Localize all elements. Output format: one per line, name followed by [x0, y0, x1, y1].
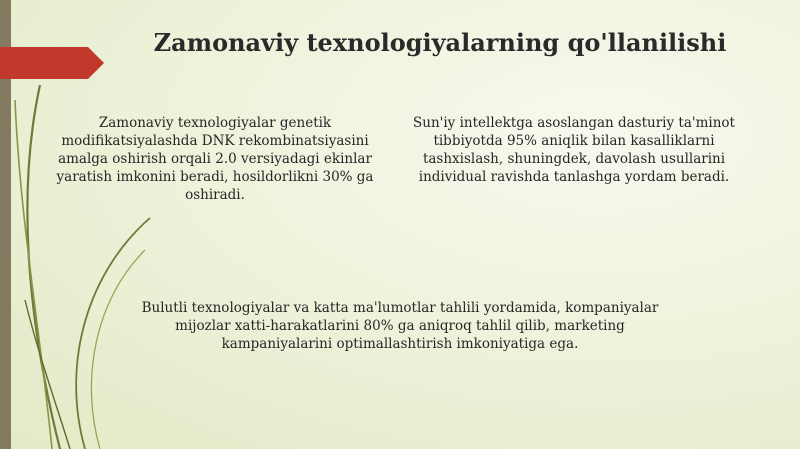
- paragraph-genetics: Zamonaviy texnologiyalar genetik modifikatsiyalashda DNK rekombinatsiyasini amalga oshirish orqali 2.0 versiyadagi ekinlar yaratish imkonini beradi, hosildorlikni 30% ga oshiradi.: [56, 115, 374, 203]
- slide-title: Zamonaviy texnologiyalarning qo'llanilishi: [153, 28, 727, 57]
- paragraph-cloud-bigdata: Bulutli texnologiyalar va katta ma'lumotlar tahlili yordamida, kompaniyalar mijozlar xatti-harakatlarini 80% ga aniqroq tahlil qilib, marketing kampaniyalarini optimallashtirish imkoniyatiga ega.: [141, 300, 659, 352]
- title-arrow-shape: [0, 47, 104, 79]
- paragraph-ai-medicine: Sun'iy intellektga asoslangan dasturiy ta'minot tibbiyotda 95% aniqlik bilan kasalliklarni tashxislash, shuningdek, davolash usullarini individual ravishda tanlashga yordam beradi.: [413, 115, 735, 185]
